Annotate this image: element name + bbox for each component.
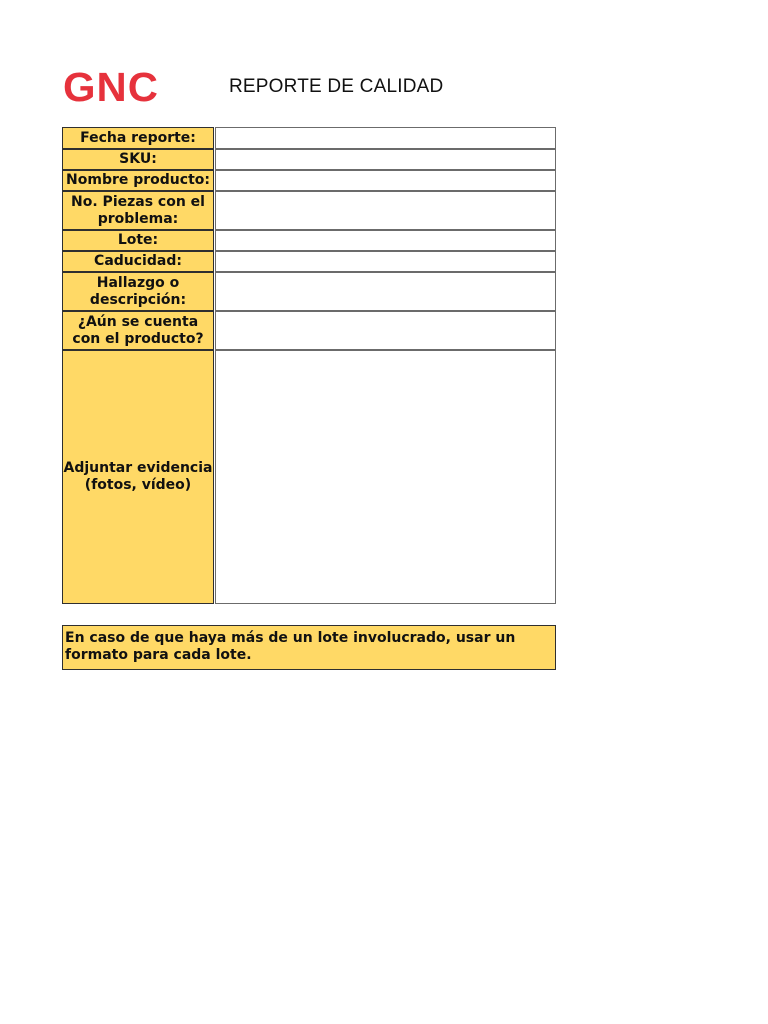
form-row-no-piezas: [62, 191, 556, 230]
label-no-piezas: No. Piezas con el problema:: [62, 191, 214, 230]
form-row-evidencia: [62, 350, 556, 604]
form-row-fecha-reporte: [62, 127, 556, 149]
label-evidencia: Adjuntar evidencia (fotos, vídeo): [62, 350, 214, 604]
field-caducidad[interactable]: [215, 251, 556, 272]
page-title: REPORTE DE CALIDAD: [229, 76, 444, 97]
label-hallazgo: Hallazgo o descripción:: [62, 272, 214, 311]
form-row-aun-se-cuenta: [62, 311, 556, 350]
gnc-logo: GNC: [63, 64, 159, 110]
field-evidencia[interactable]: [215, 350, 556, 604]
field-sku[interactable]: [215, 149, 556, 170]
label-caducidad: Caducidad:: [62, 251, 214, 272]
form-row-lote: [62, 230, 556, 251]
field-lote[interactable]: [215, 230, 556, 251]
field-fecha-reporte[interactable]: [215, 127, 556, 149]
field-nombre-producto[interactable]: [215, 170, 556, 191]
multiple-lot-note: En caso de que haya más de un lote involucrado, usar un formato para cada lote.: [62, 625, 556, 670]
label-nombre-producto: Nombre producto:: [62, 170, 214, 191]
field-hallazgo[interactable]: [215, 272, 556, 311]
form-row-hallazgo: [62, 272, 556, 311]
form-row-caducidad: [62, 251, 556, 272]
quality-report-form: [62, 127, 556, 604]
label-sku: SKU:: [62, 149, 214, 170]
field-aun-se-cuenta[interactable]: [215, 311, 556, 350]
label-lote: Lote:: [62, 230, 214, 251]
label-aun-se-cuenta: ¿Aún se cuenta con el producto?: [62, 311, 214, 350]
form-row-nombre-producto: [62, 170, 556, 191]
form-row-sku: [62, 149, 556, 170]
label-fecha-reporte: Fecha reporte:: [62, 127, 214, 149]
field-no-piezas[interactable]: [215, 191, 556, 230]
